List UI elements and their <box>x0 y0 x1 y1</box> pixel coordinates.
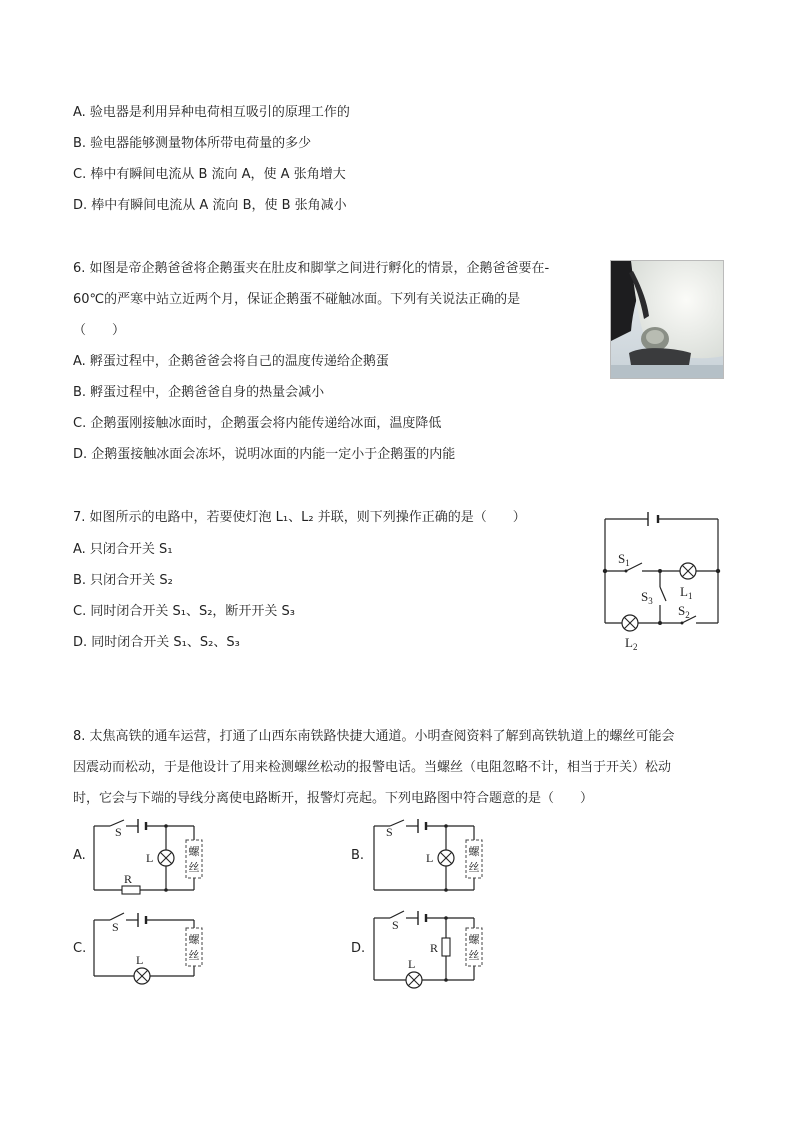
lamp-icon <box>158 850 174 866</box>
label-s3: S <box>641 589 649 604</box>
label-s2-sub: 2 <box>685 610 690 620</box>
label-l: L <box>136 953 144 967</box>
q6-option-c: C. 企鹅蛋刚接触冰面时，企鹅蛋会将内能传递给冰面，温度降低 <box>73 416 442 431</box>
q8-stem-line1: 8. 太焦高铁的通车运营，打通了山西东南铁路快捷大通道。小明查阅资料了解到高铁轨道上的螺丝可能会 <box>73 729 675 744</box>
resistor-icon <box>442 938 450 956</box>
label-s1: S <box>618 551 626 566</box>
screw-label-1: 螺 <box>188 934 200 946</box>
q8-circuit-d <box>370 908 490 992</box>
label-s2: S <box>678 603 686 618</box>
q8-circuit-a <box>90 818 210 896</box>
label-s: S <box>112 920 119 934</box>
q8-stem-line2: 因震动而松动，于是他设计了用来检测螺丝松动的报警电话。当螺丝（电阻忽略不计，相当于开关）松动 <box>73 760 672 775</box>
label-r: R <box>124 872 133 886</box>
q7-option-a: A. 只闭合开关 S₁ <box>73 542 173 557</box>
q7-stem: 7. 如图所示的电路中，若要使灯泡 L₁、L₂ 并联，则下列操作正确的是（ ） <box>73 510 526 525</box>
label-l: L <box>408 957 416 971</box>
screw-label-1: 螺 <box>188 846 200 858</box>
svg-text:S3 <box>641 589 653 606</box>
penguin-illustration <box>611 261 723 378</box>
q8-option-a-letter: A. <box>73 848 86 863</box>
q6-option-d: D. 企鹅蛋接触冰面会冻坏，说明冰面的内能一定小于企鹅蛋的内能 <box>73 447 456 462</box>
resistor-icon <box>122 886 140 894</box>
q8-option-d-letter: D. <box>351 941 366 956</box>
lamp-icon <box>406 972 422 988</box>
label-s3-sub: 3 <box>648 596 653 606</box>
label-l: L <box>146 851 154 865</box>
svg-text:S1 <box>618 551 630 568</box>
lamp-l2-icon <box>622 615 638 631</box>
q5-option-c: C. 棒中有瞬间电流从 B 流向 A，使 A 张角增大 <box>73 167 346 182</box>
q7-option-c: C. 同时闭合开关 S₁、S₂，断开开关 S₃ <box>73 604 295 619</box>
q7-option-b: B. 只闭合开关 S₂ <box>73 573 173 588</box>
q5-option-b: B. 验电器能够测量物体所带电荷量的多少 <box>73 136 312 151</box>
label-l2-sub: 2 <box>632 642 638 652</box>
label-l2: L <box>625 635 633 650</box>
label-l1-sub: 1 <box>687 591 693 601</box>
svg-text:L1 <box>680 584 692 601</box>
q6-stem-line1: 6. 如图是帝企鹅爸爸将企鹅蛋夹在肚皮和脚掌之间进行孵化的情景，企鹅爸爸要在- <box>73 261 550 276</box>
label-s: S <box>115 825 122 839</box>
q8-option-b-letter: B. <box>351 848 365 863</box>
screw-label-2: 丝 <box>468 862 480 874</box>
q8-option-c-letter: C. <box>73 941 87 956</box>
screw-label-2: 丝 <box>188 862 200 874</box>
screw-label-1: 螺 <box>468 846 480 858</box>
label-l: L <box>426 851 434 865</box>
lamp-icon <box>134 968 150 984</box>
q7-option-d: D. 同时闭合开关 S₁、S₂、S₃ <box>73 635 240 650</box>
svg-text:L2 <box>625 635 637 652</box>
q8-circuit-c <box>90 908 210 992</box>
q8-stem-line3: 时，它会与下端的导线分离使电路断开，报警灯亮起。下列电路图中符合题意的是（ ） <box>73 791 594 806</box>
q8-circuit-b <box>370 818 490 896</box>
q5-option-d: D. 棒中有瞬间电流从 A 流向 B，使 B 张角减小 <box>73 198 347 213</box>
q6-stem-line2: 60℃的严寒中站立近两个月，保证企鹅蛋不碰触冰面。下列有关说法正确的是 <box>73 292 521 307</box>
label-s: S <box>392 918 399 932</box>
screw-label-2: 丝 <box>468 950 480 962</box>
label-s: S <box>386 825 393 839</box>
label-s1-sub: 1 <box>625 558 630 568</box>
q7-circuit-diagram <box>590 505 730 655</box>
screw-label-1: 螺 <box>468 934 480 946</box>
lamp-icon <box>438 850 454 866</box>
screw-label-2: 丝 <box>188 950 200 962</box>
label-l1: L <box>680 584 688 599</box>
lamp-l1-icon <box>680 563 696 579</box>
label-r: R <box>430 941 439 955</box>
q6-option-b: B. 孵蛋过程中，企鹅爸爸自身的热量会减小 <box>73 385 325 400</box>
q5-option-a: A. 验电器是利用异种电荷相互吸引的原理工作的 <box>73 105 350 120</box>
penguin-photo <box>610 260 724 379</box>
q6-stem-line3: （ ） <box>73 323 126 338</box>
q6-option-a: A. 孵蛋过程中，企鹅爸爸会将自己的温度传递给企鹅蛋 <box>73 354 389 369</box>
svg-text:S2 <box>678 603 690 620</box>
